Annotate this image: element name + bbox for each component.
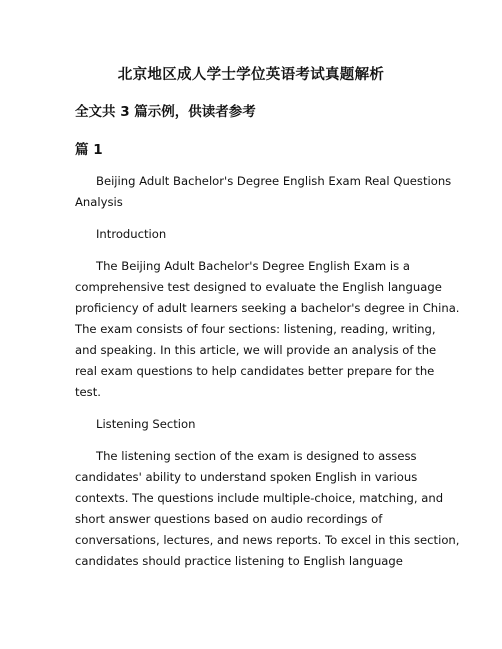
document-subtitle: 全文共 3 篇示例，供读者参考 <box>75 104 256 120</box>
text-line: candidates should practice listening to English language <box>75 554 403 568</box>
document-body <box>75 171 460 583</box>
subsection-heading: Listening Section <box>96 417 196 431</box>
text-line: The Beijing Adult Bachelor's Degree English Exam is a <box>96 259 410 273</box>
paragraph-listening <box>75 446 460 572</box>
text-line: comprehensive test designed to evaluate the English language <box>75 280 442 294</box>
paragraph-introduction <box>75 256 460 403</box>
text-line: The listening section of the exam is designed to assess <box>96 449 417 463</box>
paragraph-title-english <box>75 171 452 213</box>
text-line: The exam consists of four sections: listening, reading, writing, <box>75 322 436 336</box>
text-line: and speaking. In this article, we will provide an analysis of the <box>75 343 437 357</box>
text-line: candidates' ability to understand spoken English in various <box>75 470 418 484</box>
text-line: conversations, lectures, and news reports. To excel in this section, <box>75 533 460 547</box>
text-line: short answer questions based on audio recordings of <box>75 512 383 526</box>
text-line: proficiency of adult learners seeking a bachelor's degree in China. <box>75 301 460 315</box>
text-line: real exam questions to help candidates better prepare for the <box>75 364 435 378</box>
section-heading: 篇 1 <box>75 142 103 158</box>
text-line: Beijing Adult Bachelor's Degree English Exam Real Questions <box>96 174 452 188</box>
text-line: test. <box>75 385 101 399</box>
subsection-heading: Introduction <box>96 227 167 241</box>
text-line: contexts. The questions include multiple-choice, matching, and <box>75 491 444 505</box>
document-title: 北京地区成人学士学位英语考试真题解析 <box>117 67 385 83</box>
paragraph-listening-heading <box>75 414 435 435</box>
paragraph-introduction-heading <box>75 224 435 245</box>
text-line: Analysis <box>75 195 123 209</box>
